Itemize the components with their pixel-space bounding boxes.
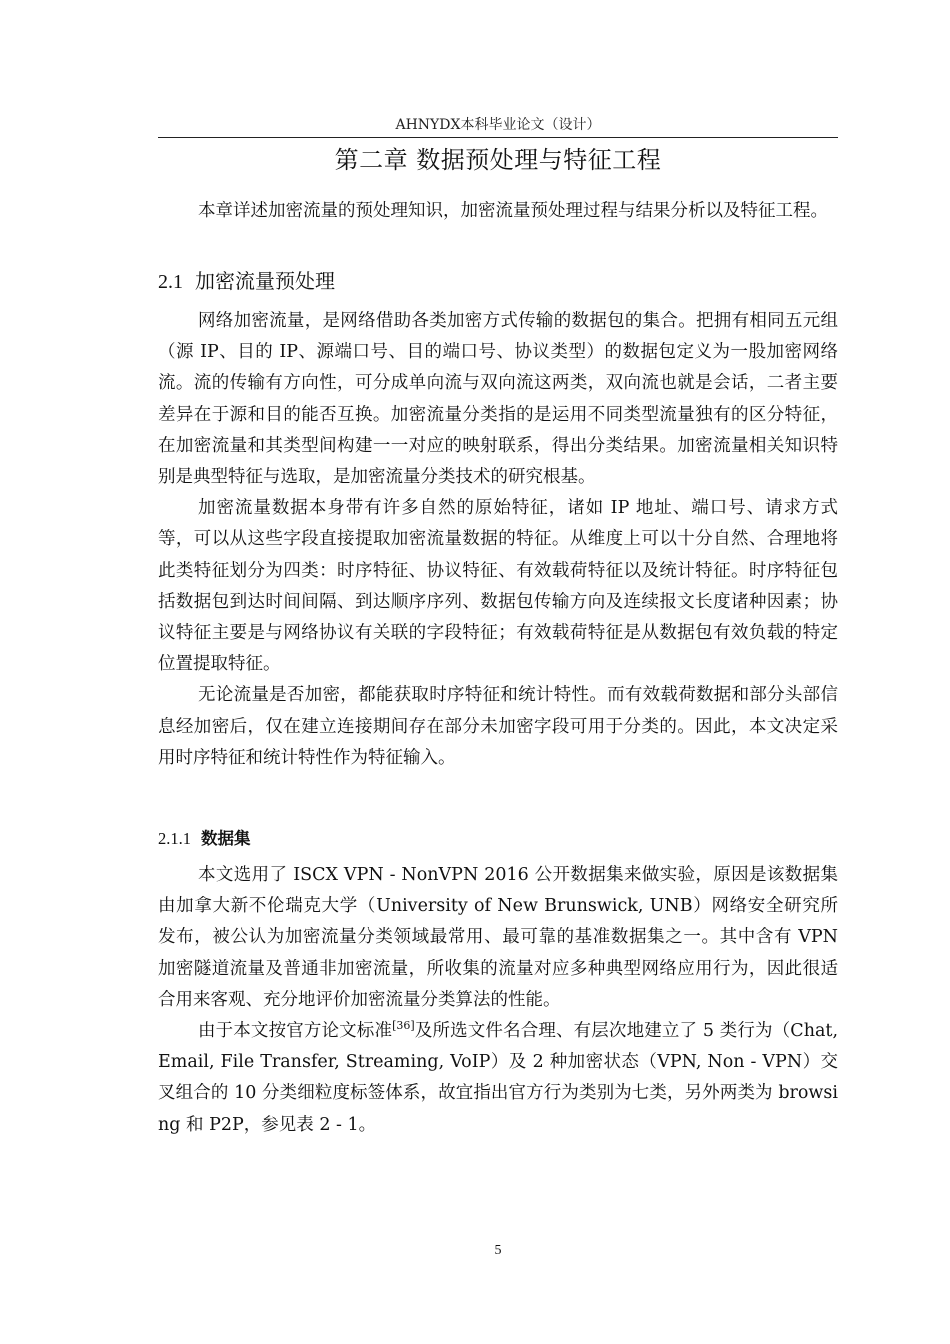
paragraph-feature-types: 加密流量数据本身带有许多自然的原始特征，诸如 IP 地址、端口号、请求方式等，可以从这些字段直接提取加密流量数据的特征。从维度上可以十分自然、合理地将此类特征划分为四类：时序特征、协议特征、有效载荷特征以及统计特征。时序特征包括数据包到达时间间隔、到达顺序序列、数据包传输方向及连续报文长度诸种因素；协议特征主要是与网络协议有关联的字段特征；有效载荷特征是从数据包有效负载的特定位置提取特征。 xyxy=(158,498,838,675)
paragraph-encrypted-traffic: 网络加密流量，是网络借助各类加密方式传输的数据包的集合。把拥有相同五元组（源 IP、目的 IP、源端口号、目的端口号、协议类型）的数据包定义为一股加密网络流。流的传输有方向性，可分成单向流与双向流这两类，双向流也就是会话，二者主要差异在于源和目的能否互换。加密流量分类指的是运用不同类型流量独有的区分特征，在加密流量和其类型间构建一一对应的映射联系，得出分类结果。加密流量相关知识特别是典型特征与选取，是加密流量分类技术的研究根基。 xyxy=(158,311,838,488)
page-number: 5 xyxy=(494,1243,502,1258)
section-heading-2-1 xyxy=(158,265,335,294)
paragraph-feature-choice: 无论流量是否加密，都能获取时序特征和统计特性。而有效载荷数据和部分头部信息经加密后，仅在建立连接期间存在部分未加密字段可用于分类的。因此，本文决定采用时序特征和统计特性作为特征输入。 xyxy=(158,685,838,768)
labels-text-start: 由于本文按官方论文标准 xyxy=(198,1021,393,1042)
chapter-title: 第二章 数据预处理与特征工程 xyxy=(334,146,662,174)
intro-paragraph: 本章详述加密流量的预处理知识，加密流量预处理过程与结果分析以及特征工程。 xyxy=(198,201,828,221)
chapter-intro xyxy=(158,196,838,227)
subsection-heading-2-1-1 xyxy=(158,825,251,849)
header-rule xyxy=(158,137,838,138)
subsection-title: 数据集 xyxy=(201,829,251,848)
labels-text-end: 及所选文件名合理、有层次地建立了 5 类行为（Chat, Email, File Transfer, Streaming, VoIP）及 2 种加密状态（VPN, Non - VPN）交叉组合的 10 分类细粒度标签体系，故宜指出官方行为类别为七类，另外两类为 browsing 和 P2P，参见表 2 - 1。 xyxy=(158,1021,839,1135)
section-number: 2.1 xyxy=(158,271,183,293)
running-header: AHNYDX本科毕业论文（设计） xyxy=(395,117,601,133)
citation-ref[interactable]: [36] xyxy=(392,1019,415,1033)
subsection-number: 2.1.1 xyxy=(158,829,191,848)
paragraph-dataset: 本文选用了 ISCX VPN - NonVPN 2016 公开数据集来做实验，原因是该数据集由加拿大新不伦瑞克大学（University of New Brunswick, UNB）网络安全研究所发布，被公认为加密流量分类领域最常用、最可靠的基准数据集之一。其中含有 VPN 加密隧道流量及普通非加密流量，所收集的流量对应多种典型网络应用行为，因此很适合用来客观、充分地评价加密流量分类算法的性能。 xyxy=(158,865,838,1010)
section-2-1-body xyxy=(158,306,838,774)
section-2-1-1-body xyxy=(158,860,838,1141)
paragraph-labels xyxy=(158,1016,838,1141)
section-title: 加密流量预处理 xyxy=(195,269,335,293)
